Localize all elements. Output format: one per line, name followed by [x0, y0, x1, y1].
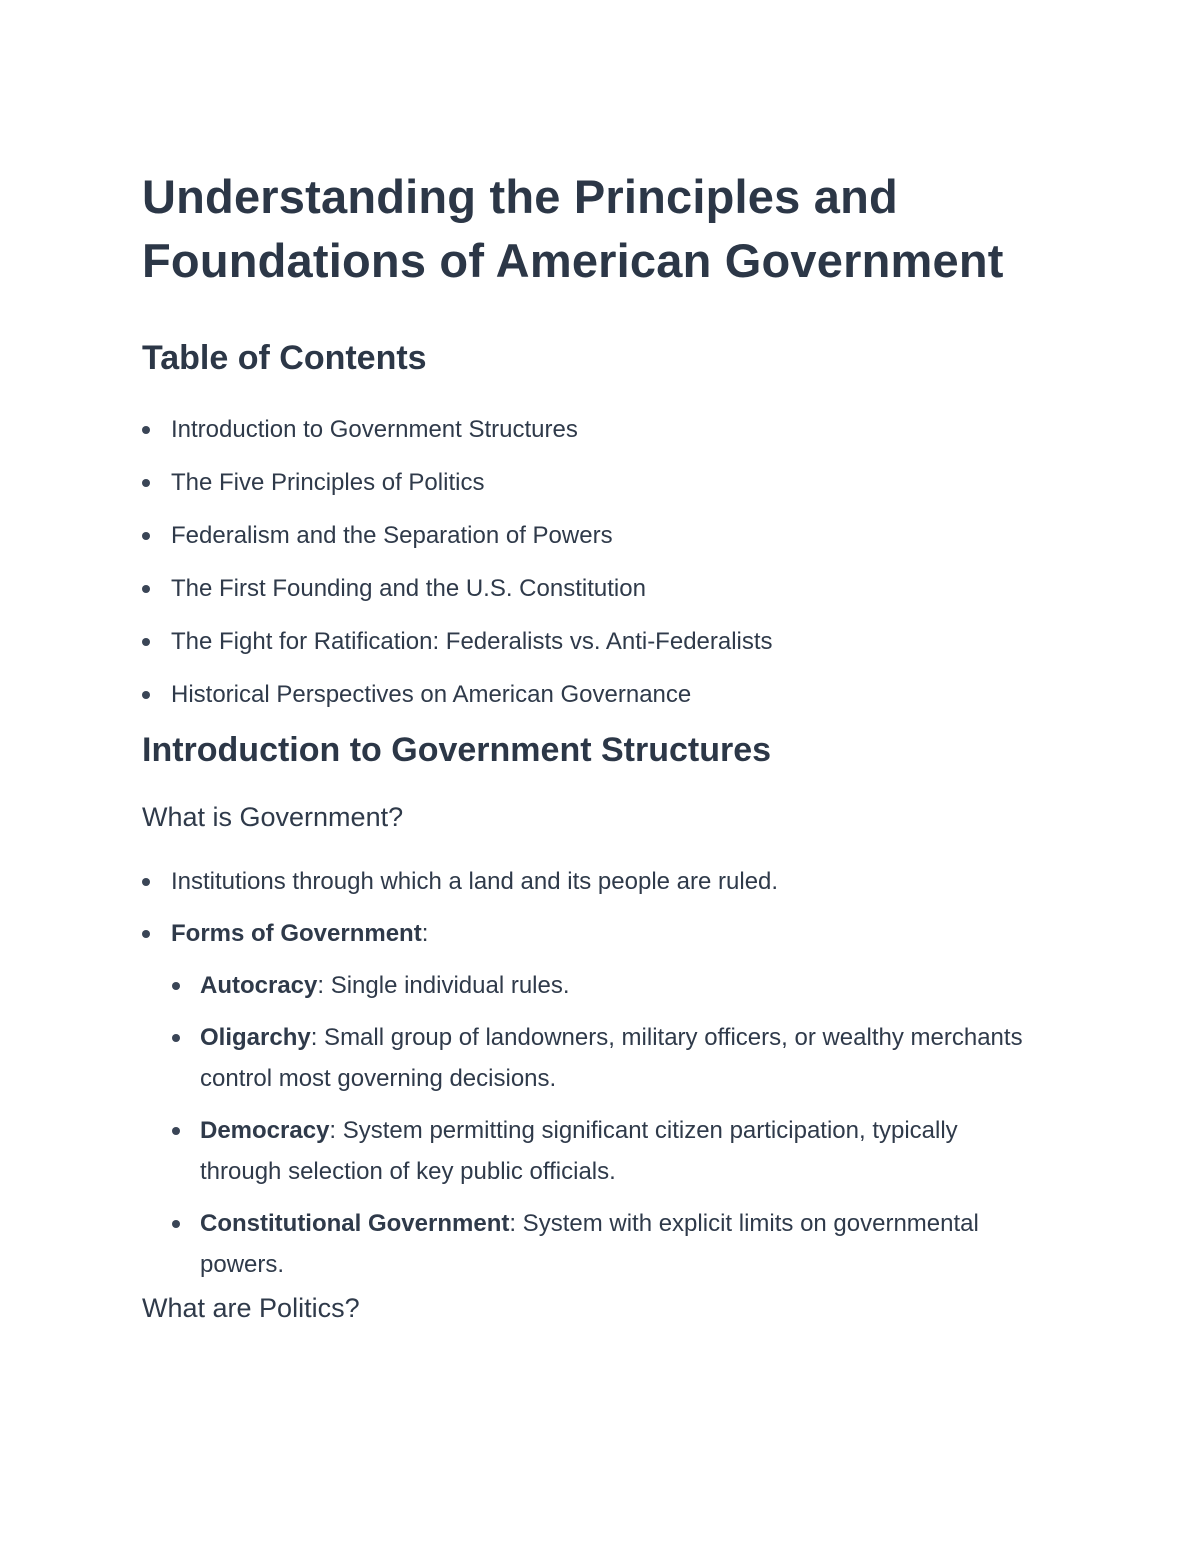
form-item-constitutional: Constitutional Government: System with explicit limits on governmental powers.	[142, 1203, 1042, 1285]
bullet-icon	[172, 1034, 180, 1042]
document-page	[142, 165, 1042, 1326]
form-term: Autocracy	[200, 972, 318, 999]
bullet-icon	[142, 479, 150, 487]
toc-item[interactable]: The Fight for Ratification: Federalists vs. Anti-Federalists	[142, 621, 1042, 662]
form-item-democracy: Democracy: System permitting significant citizen participation, typically through selection of key public officials.	[142, 1110, 1042, 1192]
bullet-icon	[142, 426, 150, 434]
bullet-icon	[142, 532, 150, 540]
bullet-icon	[142, 878, 150, 886]
bullet-icon	[142, 638, 150, 646]
forms-list	[142, 965, 1042, 1285]
toc-heading: Table of Contents	[142, 339, 427, 377]
form-item-autocracy: Autocracy: Single individual rules.	[142, 965, 1042, 1006]
list-item-forms: Forms of Government: Autocracy: Single individual rules. Oligarchy: Small group of landowners, military officers, or wealthy merchants control most governing decisions. Democracy: System permitting significant citizen participation, typically through selection of key public officials. Constitutional Government: System with explicit limits on governmental powers.	[142, 913, 1042, 1285]
subsection-heading: What is Government?	[142, 802, 404, 832]
toc-list	[142, 409, 1042, 715]
subsection-heading: What are Politics?	[142, 1293, 360, 1323]
form-item-oligarchy: Oligarchy: Small group of landowners, military officers, or wealthy merchants control most governing decisions.	[142, 1017, 1042, 1099]
bullet-icon	[172, 1220, 180, 1228]
toc-item[interactable]: The Five Principles of Politics	[142, 462, 1042, 503]
toc-item[interactable]: Historical Perspectives on American Governance	[142, 674, 1042, 715]
bullet-icon	[172, 982, 180, 990]
forms-label: Forms of Government	[171, 920, 422, 947]
government-list	[142, 861, 1042, 1285]
form-term: Democracy	[200, 1117, 330, 1144]
bullet-icon	[172, 1127, 180, 1135]
form-term: Oligarchy	[200, 1024, 311, 1051]
toc-item[interactable]: The First Founding and the U.S. Constitution	[142, 568, 1042, 609]
form-term: Constitutional Government	[200, 1210, 510, 1237]
toc-item[interactable]: Federalism and the Separation of Powers	[142, 515, 1042, 556]
toc-item[interactable]: Introduction to Government Structures	[142, 409, 1042, 450]
section-heading: Introduction to Government Structures	[142, 731, 772, 769]
bullet-icon	[142, 930, 150, 938]
document-title: Understanding the Principles and Foundations of American Government	[142, 170, 1004, 287]
list-item: Institutions through which a land and its people are ruled.	[142, 861, 1042, 902]
bullet-icon	[142, 691, 150, 699]
bullet-icon	[142, 585, 150, 593]
